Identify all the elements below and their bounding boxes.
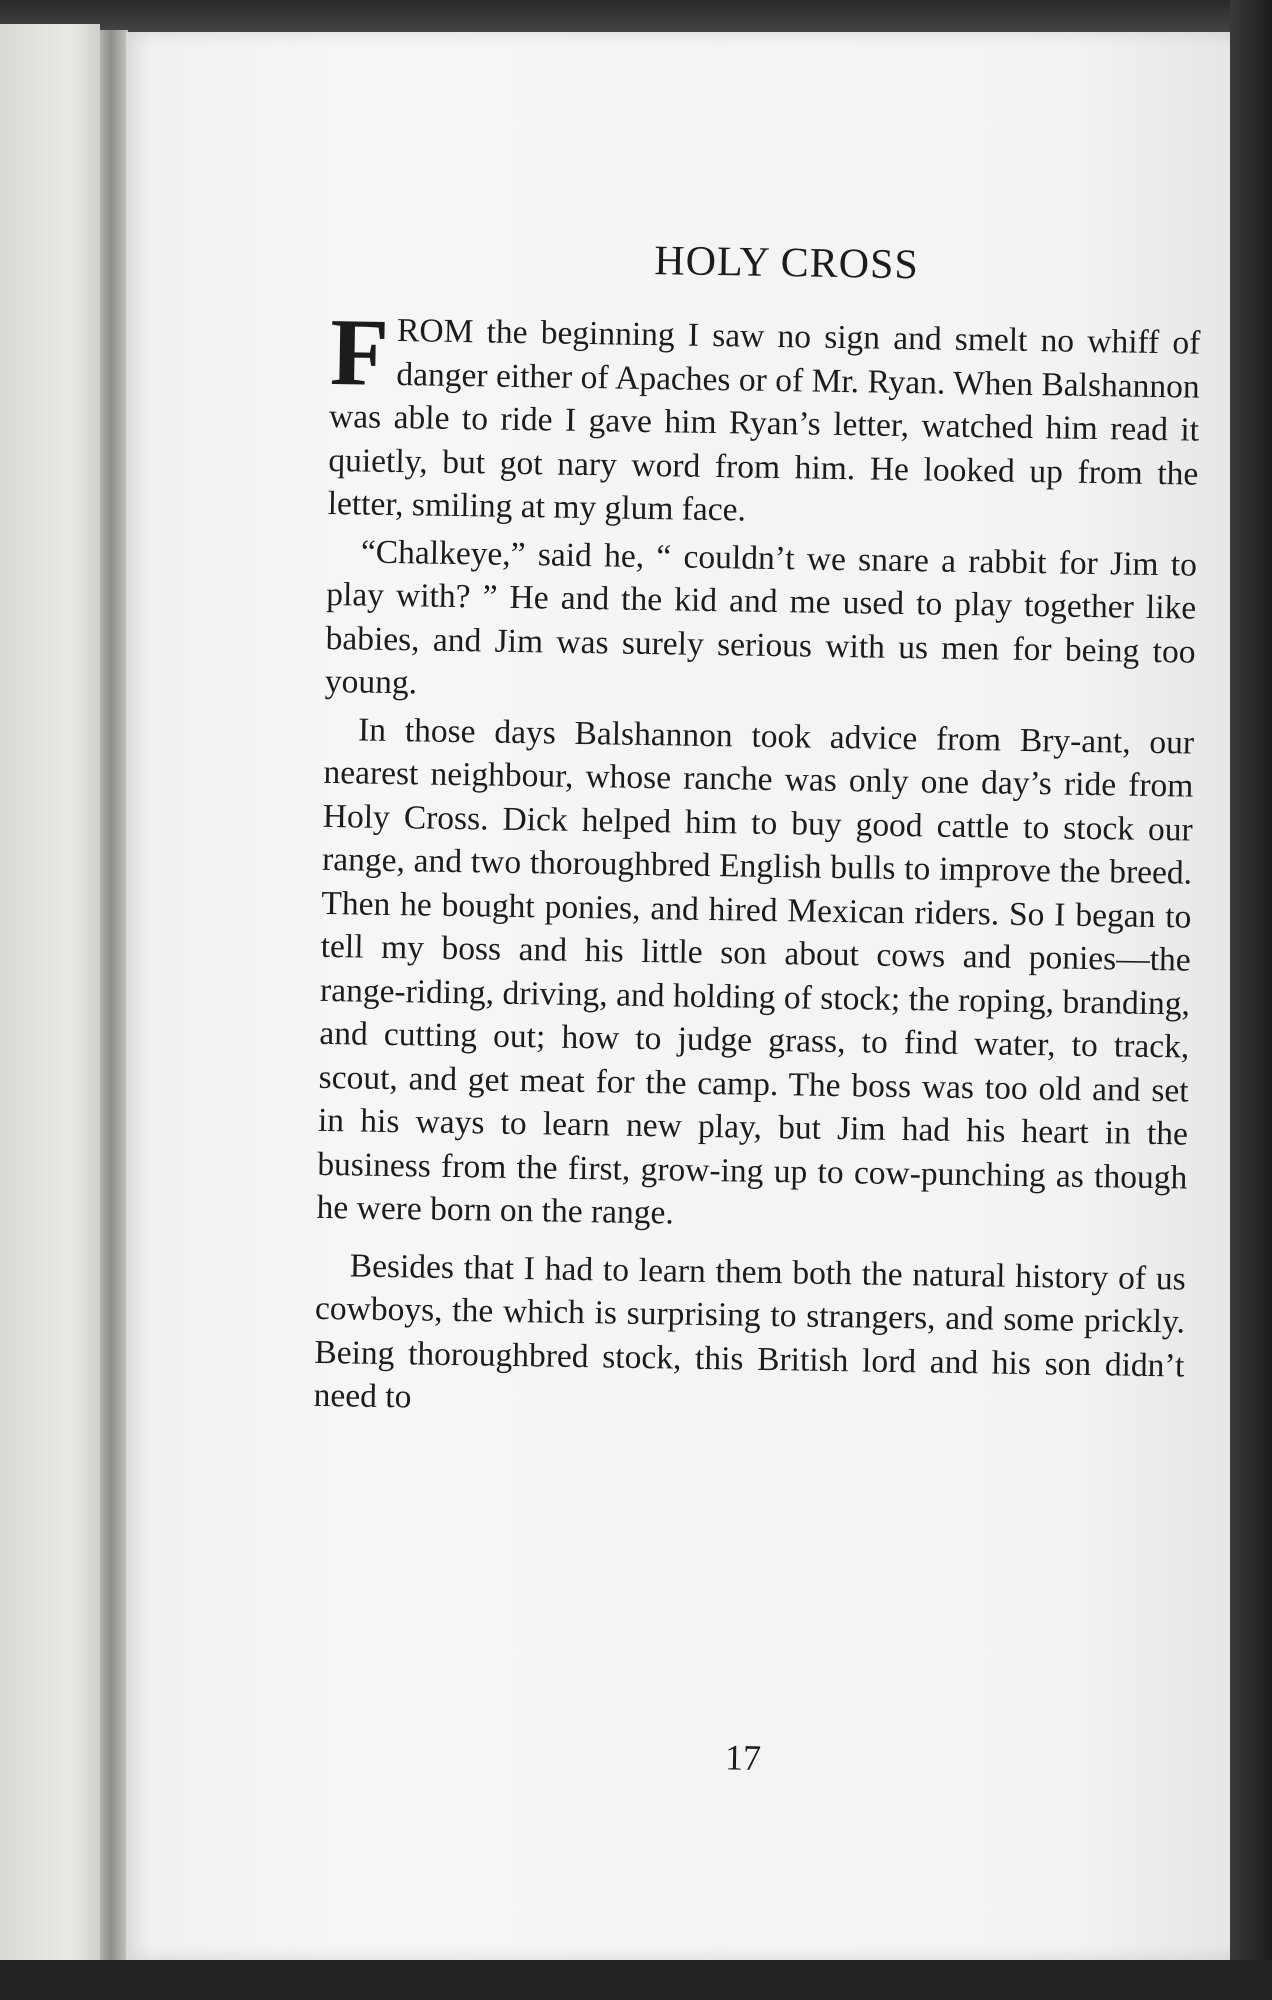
scan-border-bottom — [0, 1960, 1272, 2000]
drop-cap: F — [329, 297, 390, 406]
running-head: HOLY CROSS — [653, 238, 920, 289]
page-number: 17 — [724, 1737, 762, 1778]
paragraph-4: Besides that I had to learn them both the natural history of us cowboys, the which is surprising to strangers, and some prickly. Being thoroughbred stock, this British lord and his son didn’t need to — [313, 1246, 1186, 1416]
paragraph-2: “Chalkeye,” said he, “ couldn’t we snare a rabbit for Jim to play with? ” He and the kid and me used to play together like babies, and Jim was surely serious with us men for being too young. — [324, 532, 1198, 702]
paragraph-3: In those days Balshannon took advice from Bry-ant, our nearest neighbour, whose ranche was only one day’s ride from Holy Cross. Dick helped him to buy good cattle to stock our range, and two thoroughbred English bulls to improve the breed. Then he bought ponies, and hired Mexican riders. So I began to tell my boss and his little son about cows and ponies—the range-riding, driving, and holding of stock; the roping, branding, and cutting out; how to judge grass, to find water, to track, scout, and get meat for the camp. The boss was too old and set in his ways to learn new play, but Jim had his heart in the business from the first, grow-ing up to cow-punching as though he were born on the range. — [316, 710, 1195, 1232]
book-gutter — [100, 30, 128, 1960]
page-content — [313, 232, 1202, 1778]
adjoining-page-edge — [0, 24, 100, 1974]
paragraph-1 — [327, 297, 1201, 539]
paragraph-1-text: ROM the beginning I saw no sign and smelt no whiff of danger either of Apaches or of Mr. Ryan. When Balshannon was able to ride I gave him Ryan’s letter, watched him read it quietly, but got nary word from him. He looked up from the letter, smiling at my glum face. — [327, 312, 1201, 529]
scan-border-right — [1230, 0, 1272, 2000]
body-text — [313, 297, 1201, 1431]
book-page — [126, 32, 1234, 1960]
